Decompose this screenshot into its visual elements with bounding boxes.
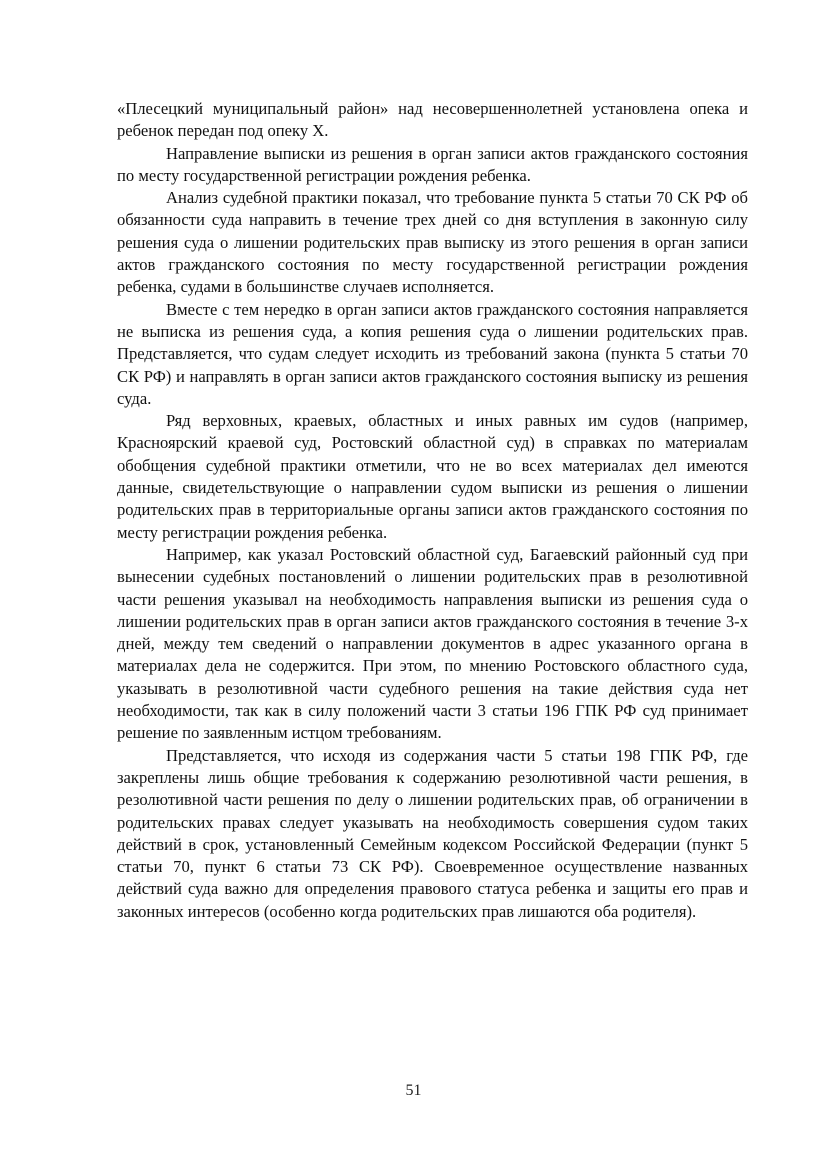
paragraph-3: Анализ судебной практики показал, что требование пункта 5 статьи 70 СК РФ об обязанности суда направить в течение трех дней со дня вступления в законную силу решения суда о лишении родительских прав выписку из этого решения в орган записи актов гражданского состояния по месту государственной регистрации рождения ребенка, судами в большинстве случаев исполняется. [117, 188, 748, 297]
paragraph-5: Ряд верховных, краевых, областных и иных равных им судов (например, Красноярский краевой суд, Ростовский областной суд) в справках по материалам обобщения судебной практики отметили, что не во всех материалах дел имеются данные, свидетельствующие о направлении судом выписки из решения о лишении родительских прав в территориальные органы записи актов гражданского состояния по месту регистрации рождения ребенка. [117, 411, 748, 542]
paragraph-1: «Плесецкий муниципальный район» над несовершеннолетней установлена опека и ребенок передан под опеку Х. [117, 99, 748, 141]
paragraph-4: Вместе с тем нередко в орган записи актов гражданского состояния направляется не выписка из решения суда, а копия решения суда о лишении родительских прав. Представляется, что судам следует исходить из требований закона (пункта 5 статьи 70 СК РФ) и направлять в орган записи актов гражданского состояния выписку из решения суда. [117, 299, 748, 408]
paragraph-2: Направление выписки из решения в орган записи актов гражданского состояния по месту государственной регистрации рождения ребенка. [117, 143, 748, 185]
paragraph-7: Представляется, что исходя из содержания части 5 статьи 198 ГПК РФ, где закреплены лишь общие требования к содержанию резолютивной части решения, в резолютивной части решения по делу о лишении родительских прав, об ограничении в родительских правах следует указывать на необходимость совершения судом таких действий в срок, установленный Семейным кодексом Российской Федерации (пункт 5 статьи 70, пункт 6 статьи 73 СК РФ). Своевременное осуществление названных действий суда важно для определения правового статуса ребенка и защиты его прав и законных интересов (особенно когда родительских прав лишаются оба родителя). [117, 745, 748, 921]
document-body [117, 98, 748, 923]
paragraph-6: Например, как указал Ростовский областной суд, Багаевский районный суд при вынесении судебных постановлений о лишении родительских прав в резолютивной части решения указывал на необходимость направления выписки из решения суда о лишении родительских прав в орган записи актов гражданского состояния в течение 3-х дней, между тем сведений о направлении документов в адрес указанного органа в материалах дела не содержится. При этом, по мнению Ростовского областного суда, указывать в резолютивной части судебного решения на такие действия суда нет необходимости, так как в силу положений части 3 статьи 196 ГПК РФ суд принимает решение по заявленным истцом требованиям. [117, 544, 748, 743]
page-number: 51 [405, 1082, 422, 1099]
